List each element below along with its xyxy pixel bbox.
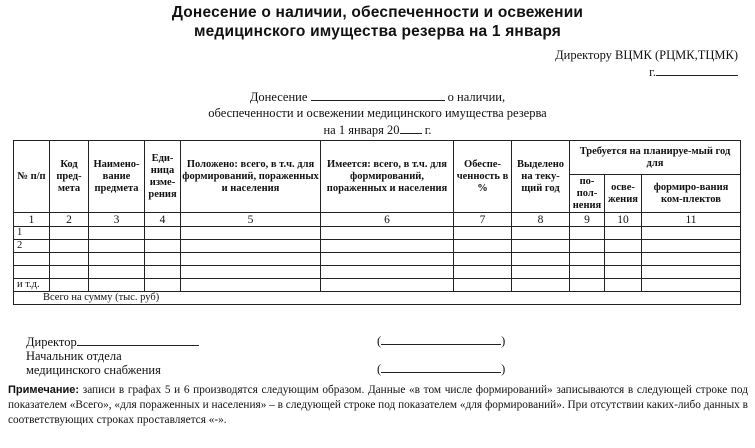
report-year-prefix: на 1 января 20 (323, 123, 400, 137)
director-name-field (377, 332, 505, 349)
header-replenish: по-пол-нения (570, 175, 605, 213)
supply-head-name-field (377, 360, 505, 377)
close-paren: ) (501, 334, 506, 348)
open-paren: ( (377, 362, 382, 376)
header-provision: Обеспе-ченность в % (454, 141, 512, 213)
report-word: Донесение (249, 90, 308, 104)
note-label: Примечание: (8, 384, 80, 396)
supply-head-label-1: Начальник отдела (26, 349, 122, 363)
column-number: 7 (454, 213, 512, 227)
report-heading (0, 88, 755, 138)
city-blank (656, 63, 738, 76)
report-heading-line-3 (0, 121, 755, 138)
document-title (0, 3, 755, 41)
director-name-blank (381, 332, 501, 345)
row-number: 1 (14, 227, 50, 240)
header-available: Имеется: всего, в т.ч. для формирований, пораженных и населения (321, 141, 454, 213)
total-row (14, 292, 741, 305)
header-form-sets: формиро-вания ком-плектов (642, 175, 741, 213)
note-text: записи в графах 5 и 6 производятся следующим образом. Данные «в том числе формирований» записываются в следующей строке под показателем «Всего», «для пораженных и населения» – в следующей строке под показателем «для формирований». При отсутствии каких-либо данных в соответствующих строках проставляется «-». (8, 384, 748, 426)
report-blank (311, 88, 445, 101)
column-number: 1 (14, 213, 50, 227)
header-required-group: Требуется на планируе-мый год для (570, 141, 741, 175)
year-blank (400, 121, 422, 134)
signature-block (26, 333, 199, 377)
table-row (14, 279, 741, 292)
column-number: 6 (321, 213, 454, 227)
table-row (14, 266, 741, 279)
title-line-2: медицинского имущества резерва на 1 января (193, 23, 562, 40)
table-row (14, 227, 741, 240)
row-number: 2 (14, 240, 50, 253)
table-row (14, 253, 741, 266)
header-num: № п/п (14, 141, 50, 213)
open-paren: ( (377, 334, 382, 348)
header-code: Код пред-мета (50, 141, 89, 213)
inventory-table (13, 140, 741, 305)
report-heading-line-2: обеспеченности и освежении медицинского имущества резерва (208, 106, 547, 120)
director-label: Директор (26, 335, 77, 349)
column-number: 8 (512, 213, 570, 227)
header-refresh: осве-жения (605, 175, 642, 213)
row-number (14, 253, 50, 266)
header-name: Наимено-вание предмета (89, 141, 145, 213)
column-number-row (14, 213, 741, 227)
column-number: 3 (89, 213, 145, 227)
table-row (14, 240, 741, 253)
addressee-line: Директору ВЦМК (РЦМК,ТЦМК) (555, 48, 738, 62)
report-heading-line-1 (0, 88, 755, 105)
addressee-city (555, 63, 738, 80)
director-signature-blank (77, 333, 199, 346)
total-label: Всего на сумму (тыс. руб) (14, 292, 741, 305)
column-number: 5 (181, 213, 321, 227)
supply-head-name-blank (381, 360, 501, 373)
column-number: 4 (145, 213, 181, 227)
close-paren: ) (501, 362, 506, 376)
header-allocated: Выделено на теку-щий год (512, 141, 570, 213)
column-number: 11 (642, 213, 741, 227)
header-required-by-norm: Положено: всего, в т.ч. для формирований, пораженных и населения (181, 141, 321, 213)
column-number: 9 (570, 213, 605, 227)
title-line-1: Донесение о наличии, обеспеченности и освежении (171, 4, 584, 21)
addressee-block (555, 48, 738, 80)
director-line (26, 333, 199, 349)
supply-head-label-2: медицинского снабжения (26, 363, 161, 377)
city-prefix: г. (649, 65, 656, 79)
footnote (8, 383, 748, 428)
column-number: 2 (50, 213, 89, 227)
row-number (14, 266, 50, 279)
report-year-suffix: г. (424, 123, 432, 137)
header-unit: Еди-ница изме-рения (145, 141, 181, 213)
report-after-blank: о наличии, (447, 90, 506, 104)
row-number: и т.д. (14, 279, 50, 292)
column-number: 10 (605, 213, 642, 227)
